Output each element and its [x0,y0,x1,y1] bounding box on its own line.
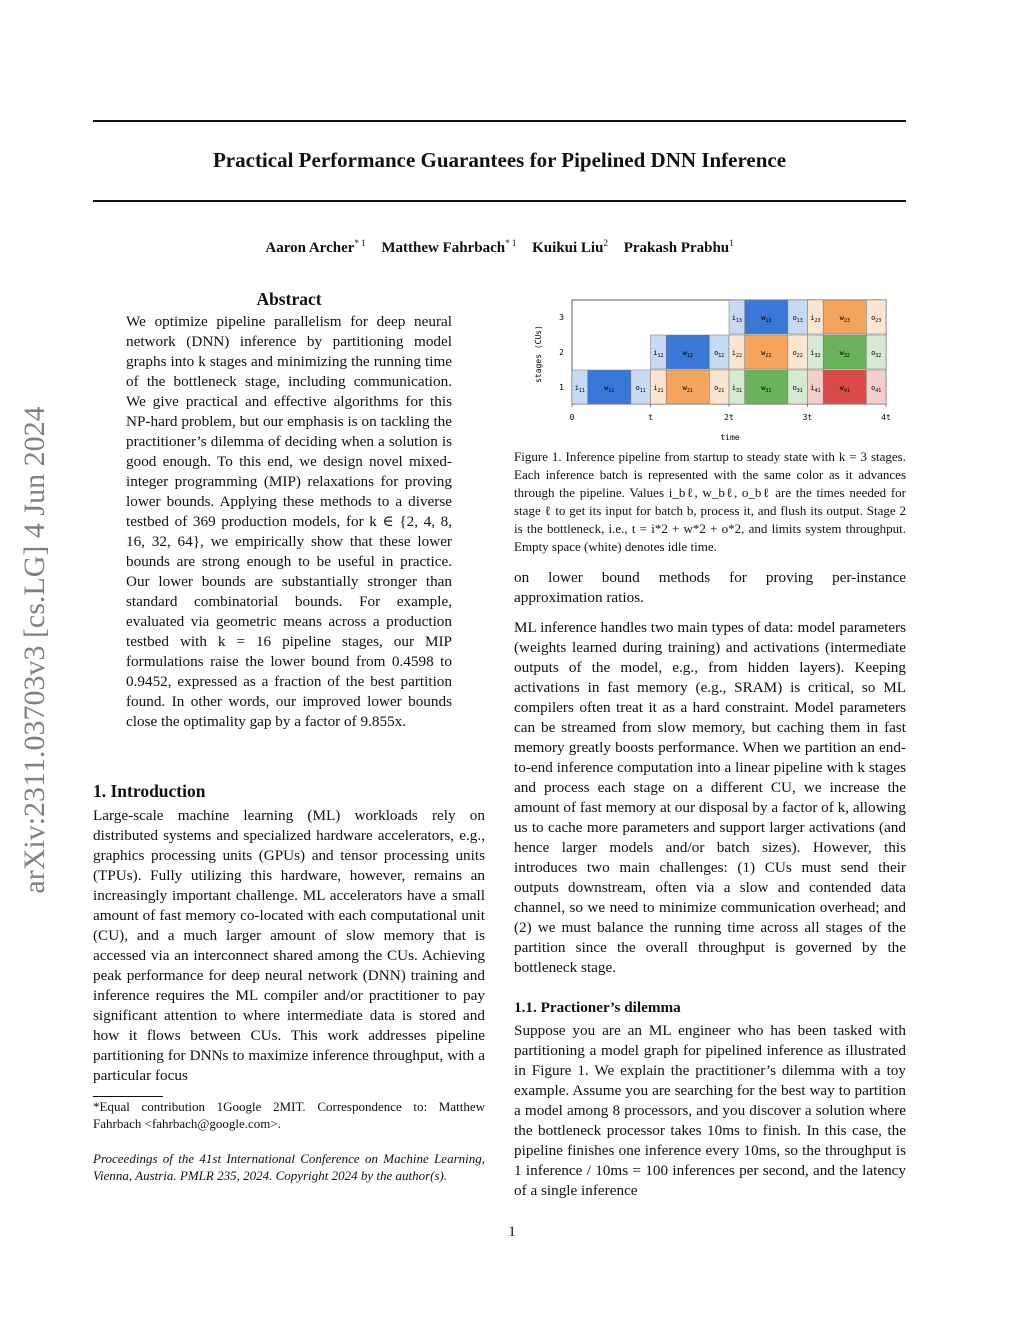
footnote-rule [93,1096,163,1097]
segment-label: $w_{31}$ [761,384,772,394]
segment-label: $w_{21}$ [682,384,693,394]
pipeline-segment [866,300,886,334]
segment-label: $o_{12}$ [714,349,725,359]
x-tick-label: 3t [802,413,813,422]
author-list [93,238,906,257]
segment-label: $i_{32}$ [810,349,821,359]
segment-label: $o_{23}$ [871,314,882,324]
pipeline-segment [823,300,866,334]
author: Matthew Fahrbach$^{* 1}$ [381,238,517,256]
pipeline-segment [666,335,709,369]
x-tick-label: 0 [569,413,575,422]
author: Kuikui Liu$^2$ [532,238,608,256]
x-ticks [570,404,891,422]
pipeline-segment [588,370,631,404]
pipeline-grid [572,300,886,404]
segment-label: $w_{32}$ [839,349,850,359]
segment-label: $i_{21}$ [653,384,664,394]
figure-xlabel: time [720,433,740,442]
segment-label: $w_{12}$ [682,349,693,359]
segment-label: $w_{13}$ [761,314,772,324]
pipeline-segment [788,370,808,404]
top-rule [93,120,906,122]
segment-label: $i_{23}$ [810,314,821,324]
segment-label: $i_{11}$ [574,384,585,394]
segment-label: $o_{21}$ [714,384,725,394]
x-tick-label: 4t [881,413,891,422]
pipeline-segment [709,370,729,404]
pipeline-segment [788,335,808,369]
footnote: *Equal contribution 1Google 2MIT. Correspondence to: Matthew Fahrbach <fahrbach@google.com>. [93,1099,485,1131]
segment-label: $w_{23}$ [839,314,850,324]
pipeline-segment [745,370,788,404]
pipeline-segment [866,335,886,369]
pipeline-segment [788,300,808,334]
segment-label: $w_{11}$ [604,384,615,394]
figure-ylabel: stages (CUs) [534,325,543,383]
pipeline-segment [709,335,729,369]
y-tick-label: 1 [559,383,564,392]
segment-label: $i_{13}$ [731,314,742,324]
segment-label: $i_{31}$ [731,384,742,394]
y-ticks [559,313,564,392]
author: Aaron Archer$^{* 1}$ [265,238,366,256]
segment-label: $o_{11}$ [635,384,646,394]
pipeline-segment [745,300,788,334]
proceedings-note: Proceedings of the 41st International Conference on Machine Learning, Vienna, Austria. PMLR 235, 2024. Copyright 2024 by the author(s). [93,1151,485,1183]
y-tick-label: 3 [559,313,564,322]
subsection-heading: 1.1. Practioner’s dilemma [514,999,681,1016]
title-rule [93,200,906,202]
page-number: 1 [508,1224,516,1240]
segment-label: $i_{41}$ [810,384,821,394]
segment-label: $o_{31}$ [792,384,803,394]
paper-title: Practical Performance Guarantees for Pipelined DNN Inference [212,148,787,172]
segment-label: $o_{22}$ [792,349,803,359]
pipeline-segment [823,370,866,404]
segment-label: $o_{41}$ [871,384,882,394]
paragraph: on lower bound methods for proving per-instance approximation ratios. [514,569,906,606]
y-tick-label: 2 [559,348,564,357]
x-tick-label: t [648,413,653,422]
pipeline-figure [528,292,903,448]
introduction-heading: 1. Introduction [93,781,206,801]
abstract-heading: Abstract [256,289,322,309]
segment-label: $i_{12}$ [653,349,664,359]
segment-label: $w_{41}$ [839,384,850,394]
x-tick-label: 2t [724,413,734,422]
pipeline-segment [823,335,866,369]
author: Prakash Prabhu$^1$ [623,238,734,256]
subsection-text: Suppose you are an ML engineer who has been tasked with partitioning a model graph for pipelined inference as illustrated in Figure 1. We explain the practitioner’s dilemma with a toy example. Assume you are searching for the best way to partition a model among 8 processors, and you discover a solution where the bottleneck processor takes 10ms to finish. In this case, the pipeline finishes one inference every 10ms, so the throughput is 1 inference / 10ms = 100 inferences per second, and the latency of a single inference [514,1022,906,1199]
arxiv-watermark: arXiv:2311.03703v3 [cs.LG] 4 Jun 2024 [18,406,51,894]
pipeline-segment [666,370,709,404]
figure-caption: Figure 1. Inference pipeline from startup to steady state with k = 3 stages. Each inference batch is represented with the same color as it advances through the pipeline. Values i_bℓ, w_bℓ, o_bℓ are the times needed for stage ℓ to get its input for batch b, process it, and flush its output. Stage 2 is the bottleneck, i.e., t = i*2 + w*2 + o*2, and limits system throughput. Empty space (white) denotes idle time. [514,449,906,554]
segment-label: $o_{13}$ [792,314,803,324]
pipeline-segment [631,370,651,404]
introduction-text: Large-scale machine learning (ML) workloads rely on distributed systems and specialized hardware accelerators, e.g., graphics processing units (GPUs) and tensor processing units (TPUs). Fully utilizing this hardware, however, remains an increasingly important challenge. ML accelerators have a small amount of fast memory co-located with each computational unit (CU), and a much larger amount of slow memory that is accessed via an interconnect shared among the CUs. Achieving peak performance for deep neural network (DNN) training and inference requires the ML compiler and/or practitioner to pay significant attention to where intermediate data is stored and how it flows between CUs. This work addresses pipeline partitioning for DNNs to maximize inference throughput, with a particular focus [93,807,485,1084]
segment-label: $w_{22}$ [761,349,772,359]
pipeline-segment [866,370,886,404]
paragraph: ML inference handles two main types of data: model parameters (weights learned during training) and activations (intermediate outputs of the model, e.g., from hidden layers). Keeping activations in fast memory (e.g., SRAM) is critical, so ML compilers often treat it as a hard constraint. Model parameters can be streamed from slow memory, but caching them in fast memory greatly boosts performance. When we partition an end-to-end inference computation into a linear pipeline with k stages and process each stage on a different CU, we increase the amount of fast memory at our disposal by a factor of k, allowing us to cache more parameters and support larger activations (and hence larger models and/or batch sizes). However, this introduces two main challenges: (1) CUs must send their outputs downstream, often via a slow and contended data channel, so we need to minimize communication overhead; and (2) we must balance the running time across all stages of the partition since the overall throughput is governed by the bottleneck stage. [514,619,906,976]
segment-label: $o_{32}$ [871,349,882,359]
segment-label: $i_{22}$ [731,349,742,359]
abstract-text: We optimize pipeline parallelism for deep neural network (DNN) inference by partitioning model graphs into k stages and minimizing the running time of the bottleneck stage, including communication. We give practical and effective algorithms for this NP-hard problem, but our emphasis is on tackling the practitioner’s dilemma of deciding when a solution is good enough. To this end, we design novel mixed-integer programming (MIP) relaxations for proving lower bounds. Applying these methods to a diverse testbed of 369 production models, for k ∈ {2, 4, 8, 16, 32, 64}, we empirically show that these lower bounds are strong enough to be useful in practice. Our lower bounds are substantially stronger than standard combinatorial bounds. For example, evaluated via geometric means across a production testbed with k = 16 pipeline stages, our MIP formulations raise the lower bound from 0.4598 to 0.9452, expressed as a fraction of the best partition found. In other words, our improved lower bounds close the optimality gap by a factor of 9.855x. [126,313,452,730]
pipeline-segment [745,335,788,369]
